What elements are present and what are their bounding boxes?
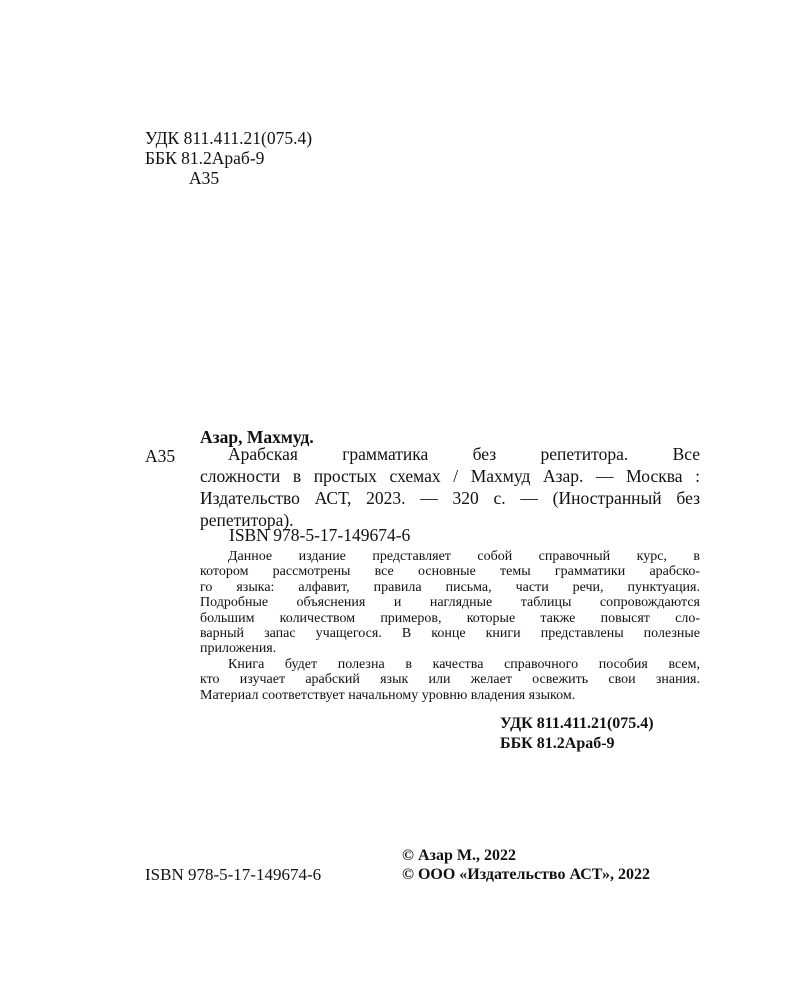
biblio-line: репетитора).: [200, 510, 294, 530]
biblio-line: Издательство АСТ, 2023. — 320 с. — (Иностранный без: [200, 488, 700, 508]
annotation-line: Книга будет полезна в качества справочного пособия всем,: [228, 656, 700, 672]
bottom-udk-code: УДК 811.411.21(075.4): [500, 715, 654, 732]
annotation-block: [200, 549, 700, 703]
annotation-line: приложения.: [200, 641, 277, 657]
annotation-line: варный запас учащегося. В конце книги представлены полезные: [200, 626, 700, 642]
biblio-line: Арабская грамматика без репетитора. Все: [228, 444, 700, 464]
annotation-line: большим количеством примеров, которые также повысят сло-: [200, 610, 700, 626]
annotation-line: Подробные объяснения и наглядные таблицы сопровождаются: [200, 595, 700, 611]
author-heading: Азар, Махмуд.: [200, 427, 314, 447]
top-classification-block: [145, 128, 312, 188]
copyright-author: © Азар М., 2022: [402, 847, 516, 864]
isbn-entry: ISBN 978-5-17-149674-6: [229, 525, 411, 545]
footer-isbn: ISBN 978-5-17-149674-6: [145, 865, 322, 884]
top-bbk-code: ББК 81.2Араб-9: [145, 148, 265, 168]
annotation-line: Материал соответствует начальному уровню владения языком.: [200, 687, 576, 703]
author-mark: А35: [145, 446, 176, 466]
annotation-line: котором рассмотрены все основные темы грамматики арабско-: [200, 564, 700, 580]
annotation-line: кто изучает арабский язык или желает освежить свои знания.: [200, 672, 700, 688]
bibliographic-description: [200, 443, 700, 531]
annotation-line: го языка: алфавит, правила письма, части речи, пунктуация.: [200, 579, 700, 595]
bottom-bbk-code: ББК 81.2Араб-9: [500, 735, 615, 752]
top-udk-code: УДК 811.411.21(075.4): [145, 128, 313, 148]
annotation-line: Данное издание представляет собой справочный курс, в: [228, 549, 700, 564]
biblio-line: сложности в простых схемах / Махмуд Азар. — Москва :: [200, 466, 700, 486]
top-author-mark: А35: [189, 168, 220, 188]
copyright-publisher: © ООО «Издательство АСТ», 2022: [402, 866, 651, 883]
bottom-classification-block: [500, 714, 654, 754]
